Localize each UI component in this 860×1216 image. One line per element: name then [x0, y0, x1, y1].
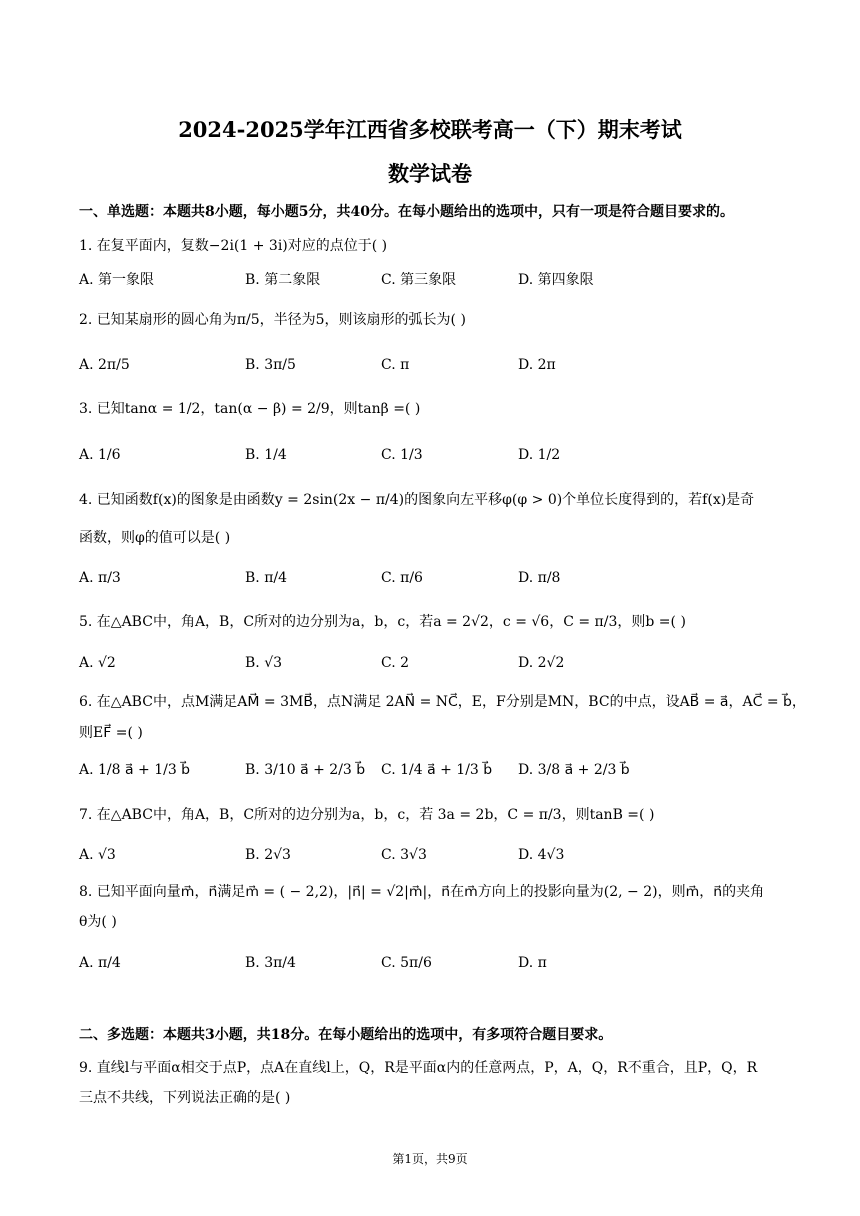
q6-option-c: C. 1/4 a⃗ + 1/3 b⃗	[381, 762, 493, 778]
question-8-text-line2: θ为( )	[79, 914, 117, 930]
question-6-text-line1: 6. 在△ABC中，点M满足AM⃗ = 3MB⃗，点N满足 2AN⃗ = NC⃗，E，F分别是MN，BC的中点，设AB⃗ = a⃗，AC⃗ = b⃗，	[79, 694, 806, 710]
q2-option-d: D. 2π	[518, 357, 556, 373]
q8-option-b: B. 3π/4	[245, 955, 296, 971]
q2-option-c: C. π	[381, 357, 410, 373]
q5-option-d: D. 2√2	[518, 655, 565, 671]
question-2-text: 2. 已知某扇形的圆心角为π/5，半径为5，则该扇形的弧长为( )	[79, 312, 466, 328]
section-2-heading: 二、多选题：本题共3小题，共18分。在每小题给出的选项中，有多项符合题目要求。	[79, 1027, 613, 1043]
exam-subtitle: 数学试卷	[388, 161, 472, 186]
q6-option-d: D. 3/8 a⃗ + 2/3 b⃗	[518, 762, 630, 778]
q7-option-c: C. 3√3	[381, 847, 427, 863]
q1-option-c: C. 第三象限	[381, 272, 457, 288]
question-6-text-line2: 则EF⃗ =( )	[79, 725, 143, 741]
question-4-text-line2: 函数，则φ的值可以是( )	[79, 530, 231, 546]
question-4-text-line1: 4. 已知函数f(x)的图象是由函数y = 2sin(2x − π/4)的图象向左平移φ(φ > 0)个单位长度得到的，若f(x)是奇	[79, 492, 755, 508]
section-1-heading: 一、单选题：本题共8小题，每小题5分，共40分。在每小题给出的选项中，只有一项是符合题目要求的。	[79, 204, 734, 220]
q4-option-c: C. π/6	[381, 570, 423, 586]
question-1-text: 1. 在复平面内，复数−2i(1 + 3i)对应的点位于( )	[79, 238, 388, 254]
q4-option-a: A. π/3	[79, 570, 121, 586]
question-5-text: 5. 在△ABC中，角A，B，C所对的边分别为a，b，c，若a = 2√2，c = √6，C = π/3，则b =( )	[79, 614, 686, 630]
q1-option-b: B. 第二象限	[245, 272, 321, 288]
q3-option-a: A. 1/6	[79, 447, 121, 463]
q8-option-c: C. 5π/6	[381, 955, 432, 971]
q3-option-b: B. 1/4	[245, 447, 287, 463]
q7-option-a: A. √3	[79, 847, 116, 863]
q5-option-a: A. √2	[79, 655, 116, 671]
question-3-text: 3. 已知tanα = 1/2，tan(α − β) = 2/9，则tanβ =( )	[79, 401, 421, 417]
question-9-text-line2: 三点不共线，下列说法正确的是( )	[79, 1090, 291, 1106]
q2-option-b: B. 3π/5	[245, 357, 296, 373]
q7-option-b: B. 2√3	[245, 847, 291, 863]
q6-option-a: A. 1/8 a⃗ + 1/3 b⃗	[79, 762, 191, 778]
exam-title: 2024-2025学年江西省多校联考高一（下）期末考试	[178, 117, 682, 142]
q4-option-d: D. π/8	[518, 570, 561, 586]
question-7-text: 7. 在△ABC中，角A，B，C所对的边分别为a，b，c，若 3a = 2b，C = π/3，则tanB =( )	[79, 807, 655, 823]
q4-option-b: B. π/4	[245, 570, 288, 586]
q8-option-d: D. π	[518, 955, 547, 971]
q2-option-a: A. 2π/5	[79, 357, 130, 373]
q1-option-a: A. 第一象限	[79, 272, 155, 288]
q3-option-c: C. 1/3	[381, 447, 423, 463]
q1-option-d: D. 第四象限	[518, 272, 594, 288]
q8-option-a: A. π/4	[79, 955, 121, 971]
q5-option-b: B. √3	[245, 655, 283, 671]
q3-option-d: D. 1/2	[518, 447, 561, 463]
q5-option-c: C. 2	[381, 655, 410, 671]
q7-option-d: D. 4√3	[518, 847, 565, 863]
q6-option-b: B. 3/10 a⃗ + 2/3 b⃗	[245, 762, 366, 778]
page-footer: 第1页，共9页	[392, 1152, 468, 1166]
question-9-text-line1: 9. 直线l与平面α相交于点P，点A在直线l上，Q，R是平面α内的任意两点，P，A，Q，R不重合，且P，Q，R	[79, 1060, 758, 1076]
question-8-text-line1: 8. 已知平面向量m⃗，n⃗满足m⃗ = ( − 2,2)，|n⃗| = √2|m⃗|，n⃗在m⃗方向上的投影向量为(2, − 2)，则m⃗，n⃗的夹角	[79, 884, 765, 900]
